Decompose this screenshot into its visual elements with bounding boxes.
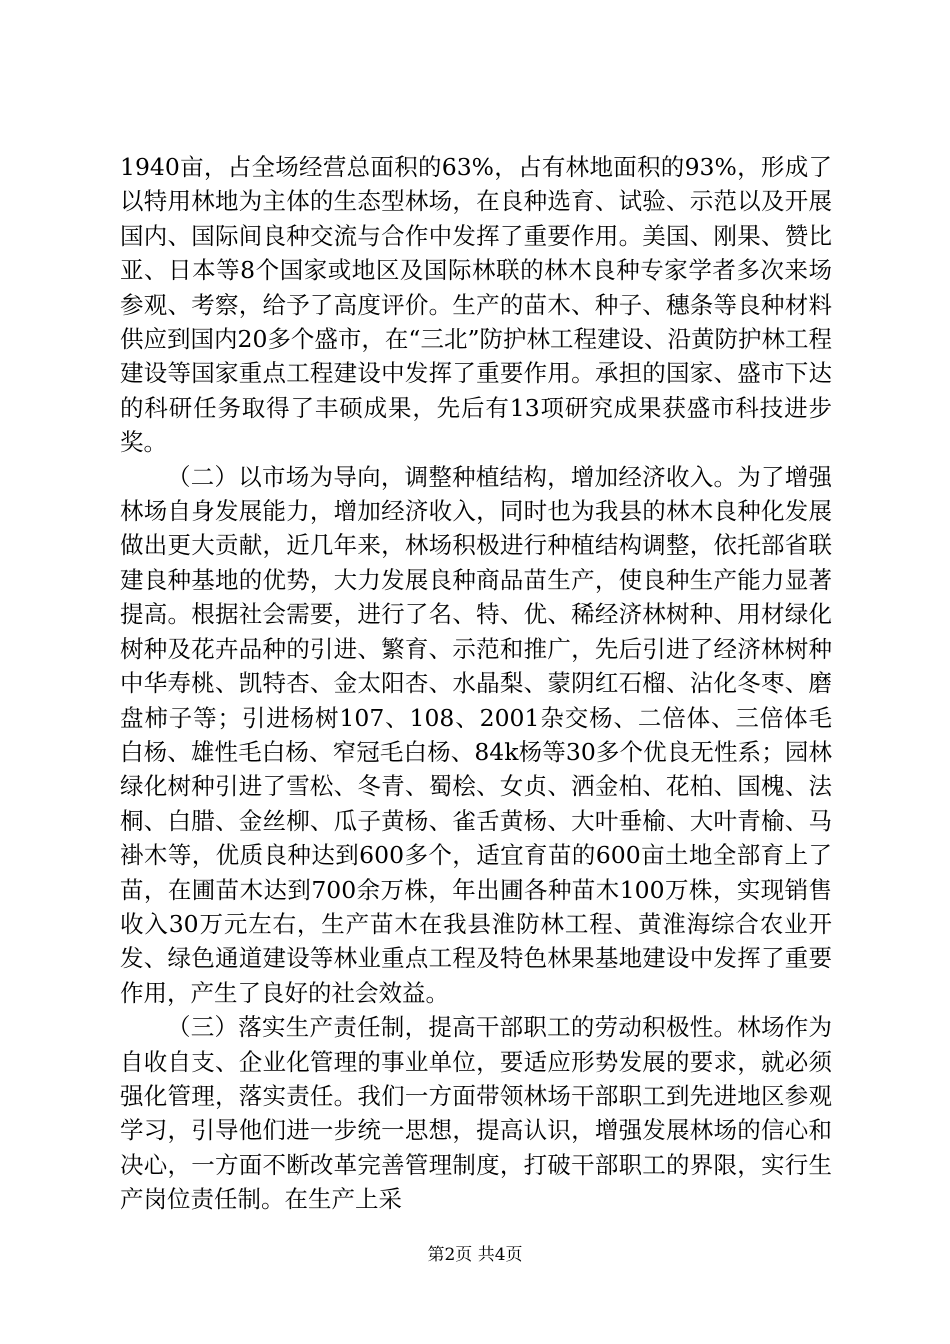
page-footer: 第2页 共4页	[427, 1245, 523, 1265]
document-body	[120, 150, 832, 1217]
paragraph-section-three: （三）落实生产责任制，提高干部职工的劳动积极性。林场作为自收自支、企业化管理的事业单位，要适应形势发展的要求，就必须强化管理，落实责任。我们一方面带领林场干部职工到先进地区参观学习，引导他们进一步统一思想，提高认识，增强发展林场的信心和决心，一方面不断改革完善管理制度，打破干部职工的界限，实行生产岗位责任制。在生产上采	[120, 1013, 832, 1214]
paragraph-section-two: （二）以市场为导向，调整种植结构，增加经济收入。为了增强林场自身发展能力，增加经济收入，同时也为我县的林木良种化发展做出更大贡献，近几年来，林场积极进行种植结构调整，依托部省联建良种基地的优势，大力发展良种商品苗生产，使良种生产能力显著提高。根据社会需要，进行了名、特、优、稀经济林树种、用材绿化树种及花卉品种的引进、繁育、示范和推广，先后引进了经济林树种中华寿桃、凯特杏、金太阳杏、水晶梨、蒙阴红石榴、沾化冬枣、磨盘柿子等；引进杨树107、108、2001杂交杨、二倍体、三倍体毛白杨、雄性毛白杨、窄冠毛白杨、84k杨等30多个优良无性系；园林绿化树种引进了雪松、冬青、蜀桧、女贞、洒金柏、花柏、国槐、法桐、白腊、金丝柳、瓜子黄杨、雀舌黄杨、大叶垂榆、大叶青榆、马褂木等，优质良种达到600多个，适宜育苗的600亩土地全部育上了苗，在圃苗木达到700余万株，年出圃各种苗木100万株，实现销售收入30万元左右，生产苗木在我县淮防林工程、黄淮海综合农业开发、绿色通道建设等林业重点工程及特色林果基地建设中发挥了重要作用，产生了良好的社会效益。	[120, 462, 832, 1007]
paragraph-continuation: 1940亩，占全场经营总面积的63%，占有林地面积的93%，形成了以特用林地为主体的生态型林场，在良种选育、试验、示范以及开展国内、国际间良种交流与合作中发挥了重要作用。美国、刚果、赞比亚、日本等8个国家或地区及国际林联的林木良种专家学者多次来场参观、考察，给予了高度评价。生产的苗木、种子、穗条等良种材料供应到国内20多个盛市，在“三北”防护林工程建设、沿黄防护林工程建设等国家重点工程建设中发挥了重要作用。承担的国家、盛市下达的科研任务取得了丰硕成果，先后有13项研究成果获盛市科技进步奖。	[120, 153, 832, 457]
